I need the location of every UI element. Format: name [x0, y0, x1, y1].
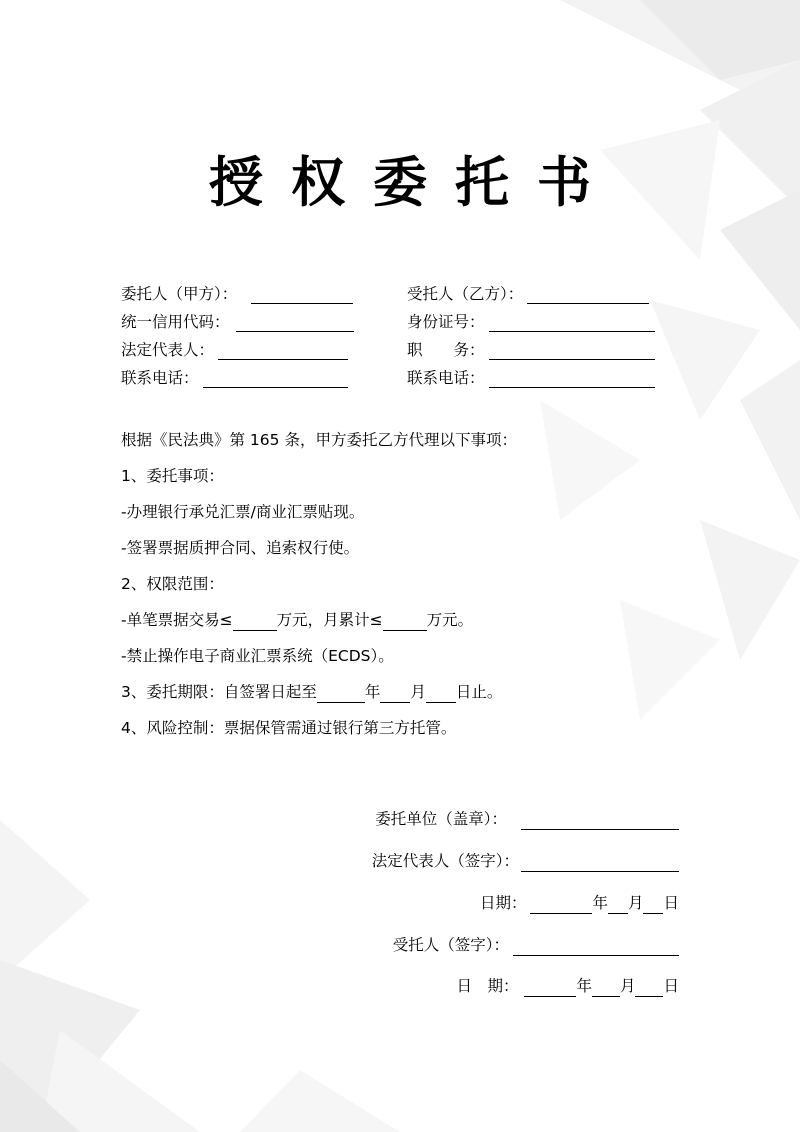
item3-month: 月	[410, 683, 426, 701]
term-day-input[interactable]	[426, 686, 456, 703]
agent-sign-row	[393, 934, 679, 956]
date2-day-text: 日	[663, 977, 679, 995]
item3-day: 日止。	[455, 683, 503, 701]
date2-month-text: 月	[619, 977, 636, 995]
party-b-row	[407, 284, 649, 304]
party-a-label: 委托人（甲方）：	[121, 285, 238, 303]
date1-year-text: 年	[592, 894, 608, 912]
party-b-phone-input[interactable]	[489, 371, 655, 388]
legal-rep-input[interactable]	[218, 343, 348, 360]
intro-text: 根据《民法典》第 165 条，甲方委托乙方代理以下事项：	[121, 431, 517, 449]
date2-day-input[interactable]	[635, 980, 663, 997]
party-b-phone-label: 联系电话：	[407, 369, 485, 387]
item1-line-a: -办理银行承兑汇票/商业汇票贴现。	[121, 503, 365, 521]
single-limit-input[interactable]	[233, 614, 277, 631]
date1-month-input[interactable]	[608, 897, 628, 914]
legal-rep-sign-input[interactable]	[521, 855, 679, 872]
date1-year-input[interactable]	[530, 897, 592, 914]
date1-label: 日期：	[479, 894, 527, 912]
date1-row	[480, 892, 679, 914]
legal-rep-sign-label: 法定代表人（签字）：	[371, 852, 519, 870]
id-number-label: 身份证号：	[407, 313, 485, 331]
party-a-phone-row	[121, 368, 348, 388]
legal-rep-sign-row	[372, 850, 679, 872]
position-label: 职 务：	[407, 341, 485, 359]
document-title: 授权委托书	[209, 151, 619, 214]
agent-sign-input[interactable]	[513, 939, 679, 956]
legal-rep-label: 法定代表人：	[121, 341, 215, 359]
party-b-input[interactable]	[527, 287, 649, 304]
item1-line-b: -签署票据质押合同、追索权行使。	[121, 539, 360, 557]
item2-title: 2、权限范围：	[121, 575, 224, 593]
party-a-input[interactable]	[251, 287, 353, 304]
party-b-phone-row	[407, 368, 655, 388]
date1-month-text: 月	[627, 894, 644, 912]
date1-day-text: 日	[663, 894, 679, 912]
unit-seal-input[interactable]	[521, 813, 679, 830]
date2-label: 日 期：	[456, 977, 519, 995]
item2-line-a	[121, 609, 473, 631]
credit-code-input[interactable]	[236, 315, 354, 332]
unit-seal-label: 委托单位（盖章）：	[375, 810, 507, 828]
item3-prefix: 3、委托期限：自签署日起至	[121, 683, 317, 701]
term-month-input[interactable]	[380, 686, 410, 703]
date2-year-input[interactable]	[524, 980, 576, 997]
item2-line-b: -禁止操作电子商业汇票系统（ECDS）。	[121, 647, 394, 665]
item2-a-prefix: -单笔票据交易≤	[121, 611, 233, 629]
party-b-label: 受托人（乙方）：	[407, 285, 524, 303]
item2-a-unit1: 万元，月累计≤	[276, 611, 383, 629]
date2-month-input[interactable]	[592, 980, 620, 997]
position-row	[407, 340, 655, 360]
monthly-limit-input[interactable]	[383, 614, 427, 631]
item3-line	[121, 681, 502, 703]
credit-code-row	[121, 312, 354, 332]
credit-code-label: 统一信用代码：	[121, 313, 230, 331]
item3-year: 年	[364, 683, 381, 701]
party-a-phone-input[interactable]	[203, 371, 348, 388]
date2-year-text: 年	[576, 977, 592, 995]
id-number-row	[407, 312, 655, 332]
date1-day-input[interactable]	[643, 897, 663, 914]
party-a-phone-label: 联系电话：	[121, 369, 199, 387]
item1-title: 1、委托事项：	[121, 467, 224, 485]
item4-line: 4、风险控制：票据保管需通过银行第三方托管。	[121, 719, 457, 737]
position-input[interactable]	[489, 343, 655, 360]
term-year-input[interactable]	[317, 686, 365, 703]
agent-sign-label: 受托人（签字）：	[392, 936, 509, 954]
unit-seal-row	[375, 808, 679, 830]
item2-a-unit2: 万元。	[426, 611, 474, 629]
id-number-input[interactable]	[489, 315, 655, 332]
date2-row	[456, 975, 679, 997]
legal-rep-row	[121, 340, 348, 360]
party-a-row	[121, 284, 353, 304]
